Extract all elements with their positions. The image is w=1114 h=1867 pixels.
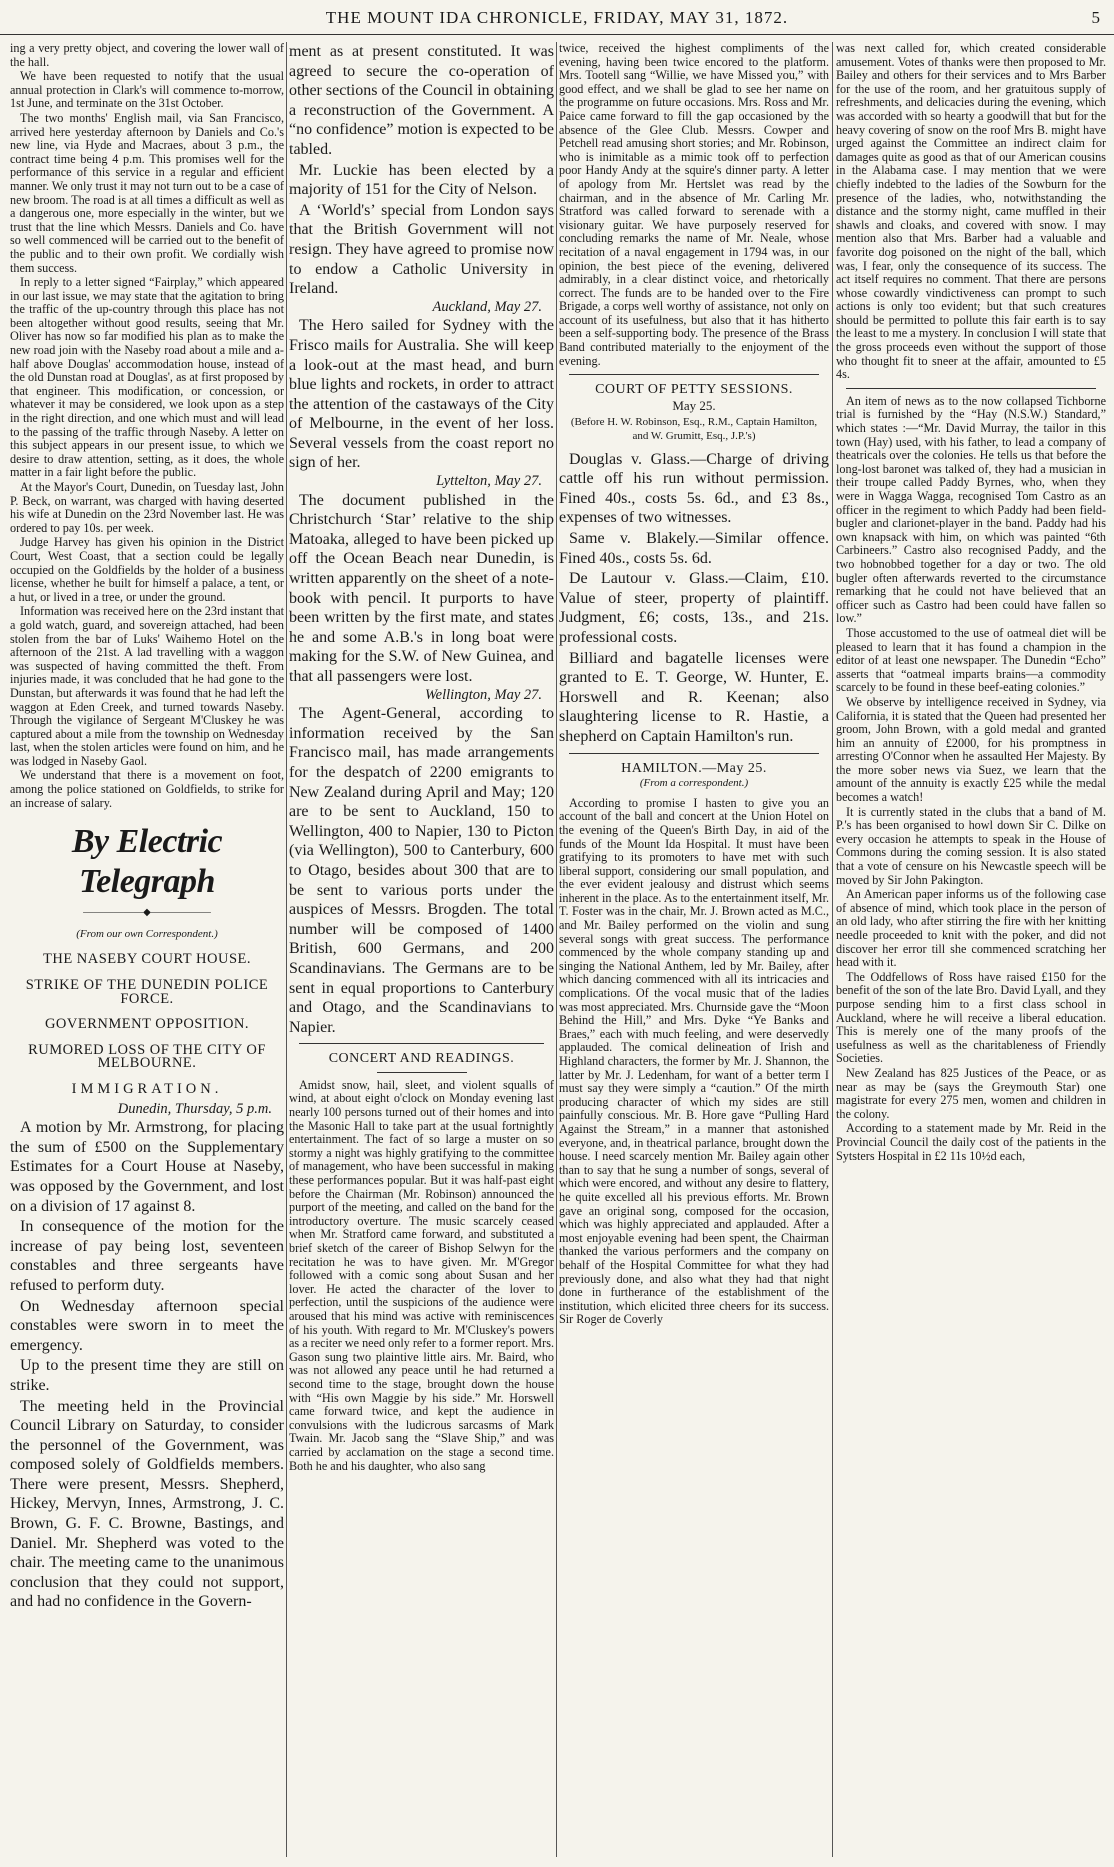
telegraph-paragraph: The meeting held in the Provincial Council Library on Saturday, to consider the personnel of the Government, was composed solely of Goldfields members. There were present, Messrs. Shepherd, Hickey, Mervyn, Innes, Armstrong, J. C. Brown, G. F. C. Browne, Bastings, and Daniel. Mr. Shepherd was voted to the chair. The meeting came to the unanimous conclusion that they could not support, and had no confidence in the Govern- [10, 1397, 284, 1611]
article-paragraph: An item of news as to the now collapsed Tichborne trial is furnished by the “Hay (N.S.W.) Standard,” which states :—“Mr. David Murray, the tailor in this town (Hay) used, with his father, to lead a company of theatricals over the colonies. He tells us that before the long-lost baronet was talked of, they had a musician in their troupe called Paddy Byrnes, who, when they were in Wagga Wagga, recognised Tom Castro as an officer in the regiment to which Paddy had been field-bugler and clarionet-player in the band. Paddy had his own knapsack with him, on which was painted “6th Carbineers.” Castro also recognised Paddy, and the two hobnobbed together for a day or two. The old bugler often afterwards reverted to the circumstance remarking that he could not have believed that an officer such as Castro had been could have fallen so low.” [836, 393, 1106, 626]
court-paragraph: De Lautour v. Glass.—Claim, £10. Value of steer, property of plaintiff. Judgment, £6; costs, 13s., and 21s. professional costs. [559, 570, 829, 646]
telegraph-paragraph: ment as at present constituted. It was agreed to secure the co-operation of other sections of the Council in obtaining a reconstruction of the Government. A “no confidence” motion is expected to be tabled. [289, 43, 554, 158]
masthead [0, 4, 1114, 35]
article-paragraph: According to a statement made by Mr. Reid in the Provincial Council the daily cost of the patients in the Sytsters Hospital in £2 11s 10½d each, [836, 1121, 1106, 1163]
telegraph-paragraph: A ‘World's’ special from London says that the British Government will not resign. They have agreed to promise now to endow a Catholic University in Ireland. [289, 201, 554, 298]
article-paragraph: We understand that there is a movement on foot, among the police stationed on Goldfields, to strike for an increase of salary. [10, 768, 284, 810]
article-paragraph: According to promise I hasten to give you an account of the ball and concert at the Union Hotel on the evening of the Queen's Birth Day, in aid of the funds of the Mount Ida Hospital. It must have been gratifying to its promoters to have met with such liberal support, considering our small population, and the ever evident jealousy and distrust which seems inherent in the place. As to the entertainment itself, Mr. T. Foster was in the chair, Mr. J. Brown acted as M.C., and Mr. Bailey performed on the violin and sung several songs with great success. The performance commenced by the whole company standing up and singing the National Anthem, led by Mr. Bailey, after which dancing commenced with all its intricacies and complications. Of the vocal music that of the ladies was most appreciated. Mrs. Churnside gave the “Moon Behind the Hill,” and Mrs. Dyke “Ye Banks and Braes,” each with much feeling, and were deservedly applauded. The comical delineation of Irish and Highland characters, the former by Mr. J. Shannon, the latter by Mr. J. Ledenham, for want of a better term I must say they were simply a “caution.” Of the mirth producing character of which my sides are still painfully conscious. Mr. B. Hore gave “Pulling Hard Against the Stream,” in a manner that astonished everyone, and, in theatrical parlance, brought down the house. I need scarcely mention Mr. Bailey again other than to say that he sung a number of songs, several of which were encored, and without any desire to flattery, he quite excelled all his previous efforts. Mr. Brown gave an original song, composed for the occasion, which was highly appreciated and applauded. After a most enjoyable evening had been spent, the Chairman thanked the various performers and the company on behalf of the Hospital Committee for what they had previously done, and also what they had that night done in furtherance of the establishment of the institution, which elicited three cheers for its success. Sir Roger de Coverly [559, 795, 829, 1327]
article-paragraph: Judge Harvey has given his opinion in the District Court, West Coast, that a section could be legally occupied on the Goldfields by the holder of a business license, whether he built for himself a palace, a tent, or a hut, or lived in a tree, or under the ground. [10, 535, 284, 604]
news-subhead: THE NASEBY COURT HOUSE. [42, 951, 251, 968]
court-paragraph: Same v. Blakely.—Similar offence. Fined 40s., costs 5s. 6d. [559, 530, 829, 567]
dateline: Wellington, May 27. [424, 686, 542, 703]
article-paragraph: The two months' English mail, via San Francisco, arrived here yesterday afternoon by Daniels and Co.'s new line, via Hyde and Macraes, about 3 p.m., the contract time being 4 p.m. This promises well for the performance of this service in a regular and efficient manner. We only trust it may not turn out to be a case of new broom. The road is at all times a difficult as well as a dangerous one, more especially in the winter, but we trust that the line which Messrs. Daniels and Co. have so well commenced will be carried out to the benefit of the public and to their own profit. We cordially wish them success. [10, 110, 284, 275]
correspondent-note: (From a correspondent.) [639, 777, 749, 790]
column-2 [289, 42, 554, 1857]
telegraph-paragraph: Up to the present time they are still on strike. [10, 1357, 284, 1394]
article-paragraph: Amidst snow, hail, sleet, and violent squalls of wind, at about eight o'clock on Monday evening last nearly 100 persons turned out of their homes and into the Masonic Hall to take part at the usual fortnightly entertainment. The fact of so large a muster on so stormy a night was highly gratifying to the committee of management, who have been successful in making these performances popular. But it was half-past eight before the Chairman (Mr. Robinson) announced the purport of the meeting, and called on the band for the introductory overture. The music scarcely ceased when Mr. Stratford came forward, and substituted a brief sketch of the career of Bishop Selwyn for the recitation he was to have given. Mr. M'Gregor followed with a comic song about Susan and her lover. He acted the character of the lover to perfection, until the suspicions of the audience were aroused that his mind was active with reminiscences of his youth. With regard to Mr. M'Cluskey's powers as a reciter we need only refer to a former report. Mrs. Gason sung two plaintive little airs. Mr. Baird, who was not allowed any peace until he had returned a second time to the stage, brought down the house with “His own Maggie by his side.” Mr. Horswell came forward twice, and kept the audience in convulsions with the ludicrous sarcasms of Mark Twain. Mr. Jacob sang the “Slave Ship,” and was carried by acclamation on the stage a second time. Both he and his daughter, who also sang [289, 1077, 554, 1473]
masthead-title: THE MOUNT IDA CHRONICLE, FRIDAY, MAY 31, 1872. [325, 8, 789, 27]
section-heading: CONCERT AND READINGS. [328, 1051, 515, 1067]
section-heading: COURT OF PETTY SESSIONS. [595, 382, 793, 398]
article-paragraph: Those accustomed to the use of oatmeal diet will be pleased to learn that it has found a champion in the editor of at least one newspaper. The Dunedin “Echo” asserts that “oatmeal imparts brains—a commodity scarcely to be found in these beef-eating colonies.” [836, 625, 1106, 695]
correspondent-note: (From our own Correspondent.) [76, 927, 218, 940]
article-paragraph: We observe by intelligence received in Sydney, via California, it is stated that the Queen had presented her groom, John Brown, with a gold medal and granted him an annuity of £2000, for his promptness in arresting O'Connor when he assaulted Her Majesty. By the more sober news via Suez, we learn that the amount of the annuity is exactly £25 while the medal becomes a watch! [836, 694, 1106, 805]
section-date: May 25. [672, 397, 716, 413]
divider [377, 1072, 467, 1073]
telegraph-paragraph: The Hero sailed for Sydney with the Frisco mails for Australia. She will keep a look-out at the mast head, and burn blue lights and rockets, in order to attract the attention of the castaways of the City of Melbourne, in the event of her loss. Several vessels from the coast report no sign of her. [289, 317, 554, 472]
column-rule [832, 42, 833, 1857]
article-paragraph: In reply to a letter signed “Fairplay,” which appeared in our last issue, we may state that the agitation to bring the traffic of the up-country through this place has not been altogether without good results, seeing that Mr. Oliver has now so far modified his plan as to make the new road join with the Naseby road about a mile and a-half above Douglas' accommodation house, instead of the old Dunstan road at Douglas', as at first proposed by that engineer. This modification, or concession, or whatever it may be considered, we look upon as a step in the right direction, and one which must and will lead to the passing of the traffic through Naseby. A letter on this subject appears in our present issue, to which we desire to draw attention, setting, as it does, the whole matter in a fair light before the public. [10, 275, 284, 480]
divider [846, 388, 1096, 389]
article-paragraph: New Zealand has 825 Justices of the Peace, or as near as may be (says the Greymouth Star) one magistrate for every 275 men, women and children in the colony. [836, 1065, 1106, 1121]
article-paragraph: An American paper informs us of the following case of absence of mind, which took place in the person of an old lady, who after stirring the fire with her knitting needle proceeded to knit with the poker, and did not discover her error till she commenced scratching her head with it. [836, 887, 1106, 970]
divider [299, 1043, 544, 1044]
article-paragraph: The Oddfellows of Ross have raised £150 for the benefit of the son of the late Bro. David Lyall, and they purpose sending him to a first class school in Auckland, where he will receive a liberal education. This is merely one of the many proofs of the usefulness as well as the charitableness of Friendly Societies. [836, 969, 1106, 1066]
dateline: Auckland, May 27. [432, 298, 542, 315]
telegraph-paragraph: The document published in the Christchurch ‘Star’ relative to the ship Matoaka, alleged to have been picked up off the Ocean Beach near Dunedin, is written apparently on the sheet of a note-book with pencil. It purports to have been written by the first mate, and states he and some A.B.'s in long boat were making for the S.W. of New Guinea, and that all passengers were lost. [289, 491, 554, 685]
telegraph-paragraph: In consequence of the motion for the increase of pay being lost, seventeen constables and three sergeants have refused to perform duty. [10, 1218, 284, 1294]
column-rule [286, 42, 287, 1857]
column-1 [10, 42, 284, 1857]
column-3 [559, 42, 829, 1857]
article-paragraph: was next called for, which created considerable amusement. Votes of thanks were then proposed to Mr. Bailey and others for their services and to Mrs Barber for the use of the room, and her gratuitous supply of refreshments, and delicacies during the evening, which was accorded with so hearty a goodwill that but for the heavy covering of snow on the roof Mrs B. might have urged against the Committee an indirect claim for damages quite as good as that of our American cousins in the Alabama case. I may mention that we were chiefly indebted to the ladies of the Sowburn for the presence of the ladies, who, notwithstanding the distance and the stormy night, came muffled in their shawls and cloaks, and covered with snow. I may mention also that Mrs. Barber had a valuable and favorite dog poisoned on the night of the ball, which was, I fear, only the consequence of its success. The act itself requires no comment. That there are persons whose cowardly vindictiveness can prompt to such actions is only too evident; but that such creatures should be permitted to pollute this fair earth is to say the least to me a mystery. In conclusion I will state that the gross proceeds even without the support of those who thought fit to sneer at the affair, amounted to £5 4s. [836, 42, 1106, 382]
news-subhead: RUMORED LOSS OF THE CITY OF MELBOURNE. [28, 1041, 266, 1072]
article-paragraph: We have been requested to notify that the usual annual protection in Clark's will commence to-morrow, 1st June, and terminate on the 31st October. [10, 69, 284, 111]
section-heading: HAMILTON.—May 25. [621, 760, 767, 776]
telegraph-paragraph: Mr. Luckie has been elected by a majority of 151 for the City of Nelson. [289, 161, 554, 199]
court-note: (Before H. W. Robinson, Esq., R.M., Captain Hamilton, and W. Grumitt, Esq., J.P.'s) [570, 416, 818, 443]
page-number: 5 [1091, 8, 1100, 27]
column-rule [556, 42, 557, 1857]
article-paragraph: It is currently stated in the clubs that a band of M. P.'s has been organised to howl down Sir C. Dilke on every occasion he attempts to speak in the House of Commons during the coming session. It is also stated that a vote of censure on his Newcastle speech will be moved by Sir John Pakington. [836, 804, 1106, 887]
news-subhead: STRIKE OF THE DUNEDIN POLICE FORCE. [25, 977, 269, 1007]
article-paragraph: ing a very pretty object, and covering the lower wall of the hall. [10, 42, 284, 69]
court-paragraph: Billiard and bagatelle licenses were granted to E. T. George, W. Hunter, E. Horswell and R. Keenan; also slaughtering license to R. Hastie, a shepherd on Captain Hamilton's run. [559, 649, 829, 745]
dateline: Lyttelton, May 27. [436, 473, 542, 490]
article-paragraph: Information was received here on the 23rd instant that a gold watch, guard, and sovereign attached, had been stolen from the bar of Luks' Waihemo Hotel on the afternoon of the 21st. A lad travelling with a waggon was suspected of having committed the theft. From injuries made, it was concluded that he had gone to the Dunstan, but afterwards it was found that he had left the waggon at Eden Creek, and turned towards Naseby. Through the vigilance of Sergeant M'Cluskey he was captured about a mile from the township on Wednesday last, when the stolen articles were found on him, and he was lodged in Naseby Gaol. [10, 604, 284, 768]
telegraph-paragraph: On Wednesday afternoon special constables were sworn in to meet the emergency. [10, 1297, 284, 1354]
court-paragraph: Douglas v. Glass.—Charge of driving cattle off his run without permission. Fined 40s., costs 5s. 6d., and £3 8s., expenses of two witnesses. [559, 450, 829, 527]
telegraph-paragraph: The Agent-General, according to information received by the San Francisco mail, has made arrangements for the despatch of 2200 emigrants to New Zealand during April and May; 120 are to be sent to Auckland, 150 to Wellington, 400 to Napier, 130 to Picton (via Wellington), 500 to Canterbury, 600 to Otago, besides about 300 that are to be sent to various ports under the auspices of Messrs. Brogden. The total number will be composed of 1400 British, 600 Germans, and 200 Scandinavians. The Germans are to be sent in equal proportions to Canterbury and Otago, and the Scandinavians to Napier. [289, 705, 554, 1036]
column-4 [836, 42, 1106, 1857]
telegraph-paragraph: A motion by Mr. Armstrong, for placing the sum of £500 on the Supplementary Estimates for a Court House at Naseby, was opposed by the Government, and lost on a division of 17 against 8. [10, 1119, 284, 1215]
divider [569, 753, 819, 754]
telegraph-heading: By Electric Telegraph [71, 823, 223, 901]
news-subhead: IMMIGRATION. [71, 1081, 223, 1097]
dateline: Dunedin, Thursday, 5 p.m. [117, 1100, 272, 1117]
ornament-rule: ——————◆—————— [83, 907, 211, 919]
article-paragraph: At the Mayor's Court, Dunedin, on Tuesday last, John P. Beck, on warrant, was charged with having deserted his wife at Dunedin on the 23rd November last. He was ordered to pay 10s. per week. [10, 480, 284, 535]
divider [569, 374, 819, 375]
news-subhead: GOVERNMENT OPPOSITION. [44, 1016, 250, 1033]
article-paragraph: twice, received the highest compliments of the evening, having been twice encored to the platform. Mrs. Tootell sang “Willie, we have Missed you,” with good effect, and we shall be glad to see her name on the programme on future occasions. Mrs. Ross and Mr. Paice came forward to fill the gap occasioned by the absence of the Glee Club. Messrs. Cowper and Petchell read amusing short stories; and Mr. Robinson, who is inimitable as a mimic took off to perfection poor Handy Andy at the squire's dinner party. A letter of apology from Mr. Hertslet was read by the chairman, and in the absence of Mr. Carling Mr. Stratford was called forward to serenade with a visionary guitar. We have purposely reserved for concluding remarks the name of Mr. Neale, whose recitation of a naval engagement in 1794 was, in our opinion, the best piece of the evening, delivered admirably, in a clear distinct voice, and rhetorically correct. The funds are to be handed over to the Fire Brigade, a corps well worthy of assistance, not only on account of its usefulness, but also that it has hitherto been a self-supporting body. The presence of the Brass Band contributed materially to the enjoyment of the evening. [559, 42, 829, 368]
